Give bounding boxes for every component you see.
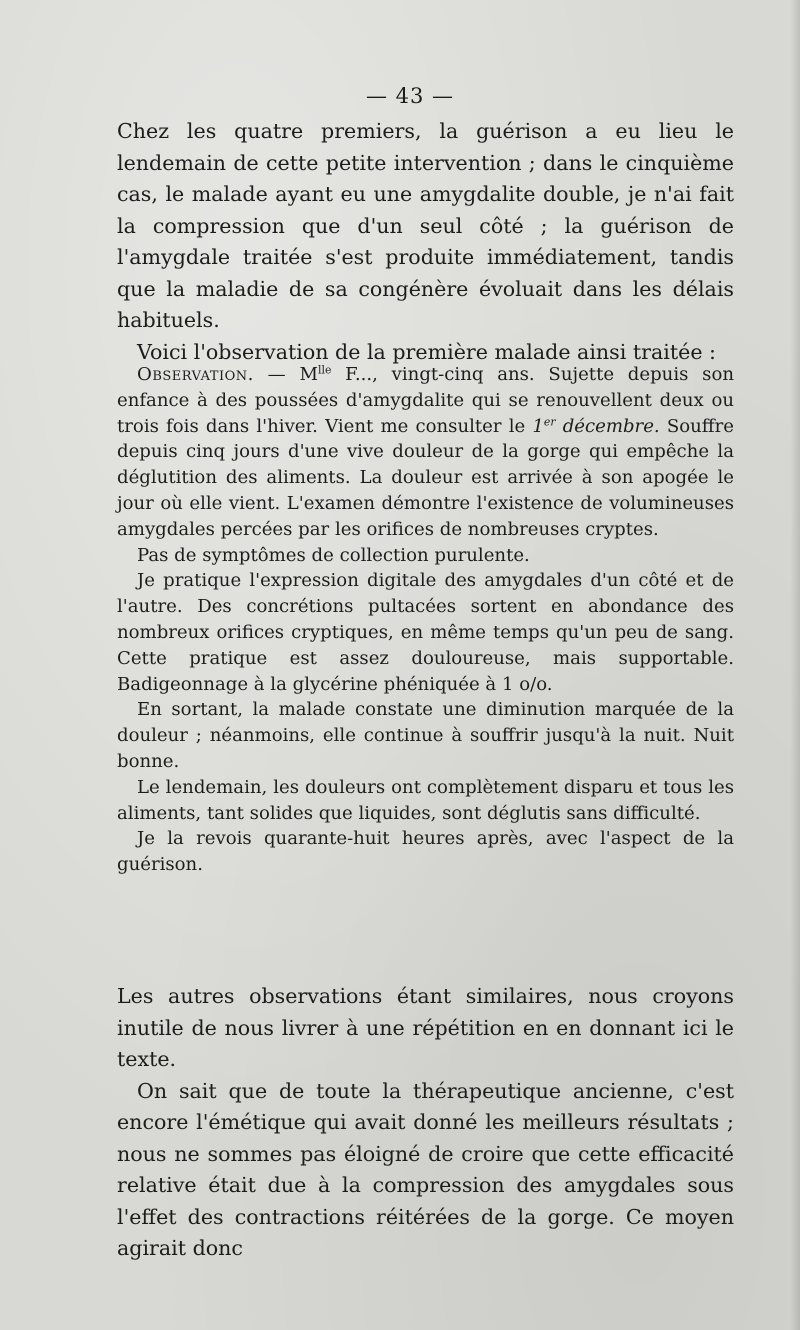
observation-label: Observation. <box>137 364 254 385</box>
observation-paragraph <box>117 362 734 543</box>
observation-section <box>117 362 734 878</box>
observation-paragraph: Je pratique l'expression digitale des amygdales d'un côté et de l'autre. Des concrétions pultacées sortent en abondance des nombreux orifices cryptiques, en même temps qu'un peu de sang. Cette pratique est assez douloureuse, mais supportable. Badigeonnage à la glycérine phéniquée à 1 o/o. <box>117 570 734 695</box>
patient-title: M <box>299 364 319 385</box>
conclusion-section <box>117 981 734 1265</box>
observation-paragraph: Pas de symptômes de collection purulente. <box>137 544 530 566</box>
intro-paragraph-lead: Voici l'observation de la première malade ainsi traitée : <box>137 339 716 364</box>
observation-paragraph: Le lendemain, les douleurs ont complètement disparu et tous les aliments, tant solides que liquides, sont déglutis sans difficulté. <box>117 776 734 824</box>
conclusion-paragraph: On sait que de toute la thérapeutique ancienne, c'est encore l'émétique qui avait donné les meilleurs résultats ; nous ne sommes pas éloigné de croire que cette efficacité relative était due à la compression des amygdales sous l'effet des contractions réitérées de la gorge. Ce moyen agirait donc <box>117 1078 734 1260</box>
page-number: — 43 — <box>365 84 455 108</box>
observation-text-cont: Souffre depuis cinq jours d'une vive douleur de la gorge qui empêche la déglutition des aliments. La douleur est arrivée à son apogée le jour où elle vient. L'examen démontre l'existence de volumineuses amygdales percées par les orifices de nombreuses cryptes. <box>117 415 735 540</box>
observation-paragraph: Je la revois quarante-huit heures après, avec l'aspect de la guérison. <box>117 828 734 876</box>
consult-date-sup: er <box>543 415 556 429</box>
intro-paragraph: Chez les quatre premiers, la guérison a eu lieu le lendemain de cette petite intervention ; dans le cinquième cas, le malade ayant eu une amygdalite double, je n'ai fait la compression que d'un seul côté ; la guérison de l'amygdale traitée s'est produite immédiatement, tandis que la maladie de sa congénère évoluait dans les délais habituels. <box>117 119 734 332</box>
consult-date-num: 1 <box>532 415 544 437</box>
consult-date-month: décembre. <box>555 415 660 437</box>
observation-paragraph: En sortant, la malade constate une diminution marquée de la douleur ; néanmoins, elle continue à souffrir jusqu'à la nuit. Nuit bonne. <box>117 699 734 772</box>
conclusion-paragraph: Les autres observations étant similaires, nous croyons inutile de nous livrer à une répétition en en donnant ici le texte. <box>117 984 734 1071</box>
observation-dash: — <box>253 364 300 385</box>
page-edge-shadow <box>790 0 800 1330</box>
observation-text: F..., vingt-cinq ans. Sujette depuis son enfance à des poussées d'amygdalite qui se renouvellent deux ou trois fois dans l'hiver. Vient me consulter le <box>117 364 734 437</box>
intro-section <box>117 116 734 368</box>
patient-title-sup: lle <box>318 363 332 377</box>
consult-date <box>532 416 659 437</box>
